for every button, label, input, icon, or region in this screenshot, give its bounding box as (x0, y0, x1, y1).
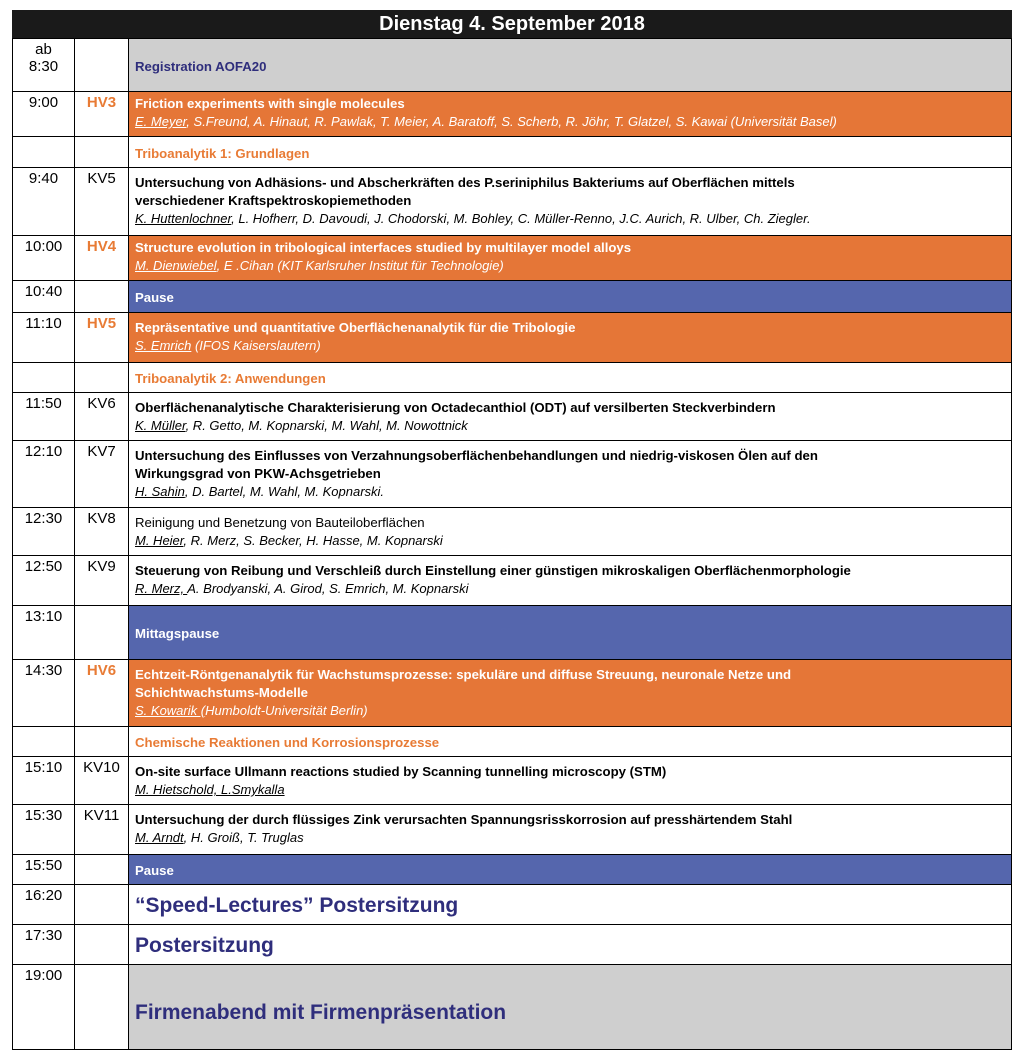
time-label: 8:30 (28, 58, 59, 75)
time-cell: 14:30 (12, 660, 75, 726)
talk-row (12, 556, 1012, 606)
talk-cell (129, 441, 1012, 507)
break-cell (129, 606, 1012, 659)
talk-title: Oberflächenanalytische Charakterisierung von Octadecanthiol (ODT) auf versilberten Steckverbindern (135, 400, 776, 415)
presenter: K. Huttenlochner (135, 211, 232, 226)
talk-authors (135, 113, 1005, 130)
presenter: S. Kowarik ( (135, 703, 206, 718)
code-cell (75, 925, 129, 964)
talk-row (12, 313, 1012, 363)
time-cell: 17:30 (12, 925, 75, 964)
code-cell (75, 727, 129, 756)
time-cell (12, 727, 75, 756)
talk-title-line: Untersuchung des Einflusses von Verzahnungsoberflächenbehandlungen und niedrig-viskosen Ölen auf den (135, 448, 818, 463)
talk-code: KV8 (75, 508, 129, 555)
time-cell: 12:30 (12, 508, 75, 555)
talk-code: HV3 (75, 92, 129, 136)
day-header: Dienstag 4. September 2018 (12, 10, 1012, 38)
presenter: K. Müller (135, 418, 186, 433)
talk-row (12, 660, 1012, 727)
time-cell: 15:30 (12, 805, 75, 854)
code-cell (75, 363, 129, 392)
talk-cell (129, 556, 1012, 605)
talk-authors (135, 829, 1005, 846)
talk-cell (129, 313, 1012, 362)
code-cell (75, 39, 129, 91)
time-cell: 15:10 (12, 757, 75, 804)
evening-cell (129, 965, 1012, 1049)
presenter: M. Heier (135, 533, 184, 548)
talk-authors (135, 417, 1005, 434)
talk-code: KV11 (75, 805, 129, 854)
section-title: Triboanalytik 1: Grundlagen (135, 145, 310, 161)
time-cell: 15:50 (12, 855, 75, 884)
talk-row (12, 393, 1012, 441)
session-title: Registration AOFA20 (135, 58, 267, 74)
section-row (12, 727, 1012, 757)
talk-cell (129, 393, 1012, 440)
talk-authors (135, 257, 1005, 274)
talk-title: Steuerung von Reibung und Verschleiß durch Einstellung einer günstigen mikroskaligen Oberflächenmorphologie (135, 563, 851, 578)
time-cell (12, 137, 75, 167)
break-title: Pause (135, 863, 174, 878)
break-cell (129, 281, 1012, 312)
talk-row (12, 805, 1012, 855)
time-cell: 10:00 (12, 236, 75, 280)
coauthors: , R. Merz, S. Becker, H. Hasse, M. Kopnarski (183, 533, 443, 548)
presenter: E. Meyer (135, 114, 187, 129)
evening-row (12, 965, 1012, 1050)
section-title: Triboanalytik 2: Anwendungen (135, 371, 326, 386)
code-cell (75, 885, 129, 924)
poster-title: “Speed-Lectures” Postersitzung (135, 894, 459, 917)
talk-code: KV9 (75, 556, 129, 605)
talk-title: Friction experiments with single molecules (135, 96, 405, 111)
coauthors: Humboldt-Universität Berlin) (205, 703, 368, 718)
section-cell (129, 363, 1012, 392)
talk-title: Repräsentative und quantitative Oberflächenanalytik für die Tribologie (135, 320, 576, 335)
talk-cell (129, 236, 1012, 280)
talk-authors (135, 702, 1005, 719)
talk-title-line: Untersuchung von Adhäsions- und Abscherkräften des P.seriniphilus Bakteriums auf Oberflächen mittels (135, 175, 795, 190)
talk-title-line: Schichtwachstums-Modelle (135, 685, 308, 700)
schedule-row-registration (12, 38, 1012, 92)
talk-title: Untersuchung der durch flüssiges Zink verursachten Spannungsrisskorrosion auf presshärtendem Stahl (135, 812, 793, 827)
time-cell (12, 363, 75, 392)
talk-code: HV5 (75, 313, 129, 362)
presenter: M. Hietschold, L.Smykalla (135, 782, 285, 797)
session-cell (129, 39, 1012, 91)
talk-title-line: Echtzeit-Röntgenanalytik für Wachstumsprozesse: spekuläre und diffuse Streuung, neuronale Netze und (135, 667, 792, 682)
talk-row (12, 441, 1012, 508)
code-cell (75, 281, 129, 312)
code-cell (75, 606, 129, 659)
code-cell (75, 965, 129, 1049)
coauthors: , D. Bartel, M. Wahl, M. Kopnarski. (184, 484, 385, 499)
break-cell (129, 855, 1012, 884)
time-cell: 13:10 (12, 606, 75, 659)
presenter: M. Dienwiebel (135, 258, 217, 273)
coauthors: A. Brodyanski, A. Girod, S. Emrich, M. Kopnarski (187, 581, 469, 596)
talk-authors (135, 532, 1005, 549)
section-title: Chemische Reaktionen und Korrosionsprozesse (135, 735, 440, 750)
evening-title: Firmenabend mit Firmenpräsentation (135, 1001, 507, 1024)
section-cell (129, 137, 1012, 167)
coauthors: , E .Cihan (KIT Karlsruher Institut für Technologie) (216, 258, 504, 273)
time-cell: 12:50 (12, 556, 75, 605)
talk-row (12, 168, 1012, 236)
time-cell: 10:40 (12, 281, 75, 312)
poster-title: Postersitzung (135, 934, 274, 957)
code-cell (75, 137, 129, 167)
talk-row (12, 508, 1012, 556)
time-cell: 12:10 (12, 441, 75, 507)
talk-title-line: verschiedener Kraftspektroskopiemethoden (135, 193, 412, 208)
break-row (12, 281, 1012, 313)
talk-row (12, 236, 1012, 281)
time-cell: 9:00 (12, 92, 75, 136)
poster-cell (129, 885, 1012, 924)
break-row (12, 606, 1012, 660)
coauthors: , S.Freund, A. Hinaut, R. Pawlak, T. Meier, A. Baratoff, S. Scherb, R. Jöhr, T. Glatzel, S. Kawai (Universität Basel) (186, 114, 837, 129)
presenter: H. Sahin (135, 484, 185, 499)
talk-cell (129, 757, 1012, 804)
poster-row (12, 885, 1012, 925)
section-row (12, 363, 1012, 393)
section-row (12, 137, 1012, 168)
presenter: S. Emrich (135, 338, 192, 353)
talk-authors (135, 337, 1005, 354)
talk-code: KV6 (75, 393, 129, 440)
talk-title-line: Wirkungsgrad von PKW-Achsgetrieben (135, 466, 381, 481)
talk-row (12, 757, 1012, 805)
talk-row (12, 92, 1012, 137)
time-label: ab (35, 41, 52, 58)
time-cell: 11:10 (12, 313, 75, 362)
presenter: R. Merz, (135, 581, 188, 596)
talk-title: Structure evolution in tribological interfaces studied by multilayer model alloys (135, 240, 632, 255)
section-cell (129, 727, 1012, 756)
talk-title: Reinigung und Benetzung von Bauteiloberflächen (135, 515, 425, 530)
talk-authors (135, 483, 1005, 500)
poster-row (12, 925, 1012, 965)
coauthors: , R. Getto, M. Kopnarski, M. Wahl, M. Nowottnick (185, 418, 468, 433)
time-cell: 16:20 (12, 885, 75, 924)
break-title: Pause (135, 290, 174, 305)
talk-title: On-site surface Ullmann reactions studied by Scanning tunnelling microscopy (STM) (135, 764, 667, 779)
presenter: M. Arndt (135, 830, 184, 845)
talk-cell (129, 660, 1012, 726)
coauthors: (IFOS Kaiserslautern) (191, 338, 321, 353)
coauthors: , H. Groiß, T. Truglas (183, 830, 304, 845)
talk-cell (129, 168, 1012, 235)
time-cell: 11:50 (12, 393, 75, 440)
coauthors: , L. Hofherr, D. Davoudi, J. Chodorski, M. Bohley, C. Müller-Renno, J.C. Aurich, R. Ulber, Ch. Ziegler. (231, 211, 811, 226)
talk-code: HV6 (75, 660, 129, 726)
talk-authors (135, 210, 1005, 227)
talk-code: HV4 (75, 236, 129, 280)
schedule-table (12, 10, 1012, 1050)
poster-cell (129, 925, 1012, 964)
break-title: Mittagspause (135, 626, 220, 641)
time-cell: 9:40 (12, 168, 75, 235)
code-cell (75, 855, 129, 884)
time-cell: 19:00 (12, 965, 75, 1049)
time-cell (12, 39, 75, 91)
talk-authors (135, 580, 1005, 597)
talk-cell (129, 508, 1012, 555)
talk-code: KV10 (75, 757, 129, 804)
talk-cell (129, 805, 1012, 854)
talk-authors (135, 781, 1005, 798)
talk-cell (129, 92, 1012, 136)
talk-code: KV5 (75, 168, 129, 235)
break-row (12, 855, 1012, 885)
talk-code: KV7 (75, 441, 129, 507)
